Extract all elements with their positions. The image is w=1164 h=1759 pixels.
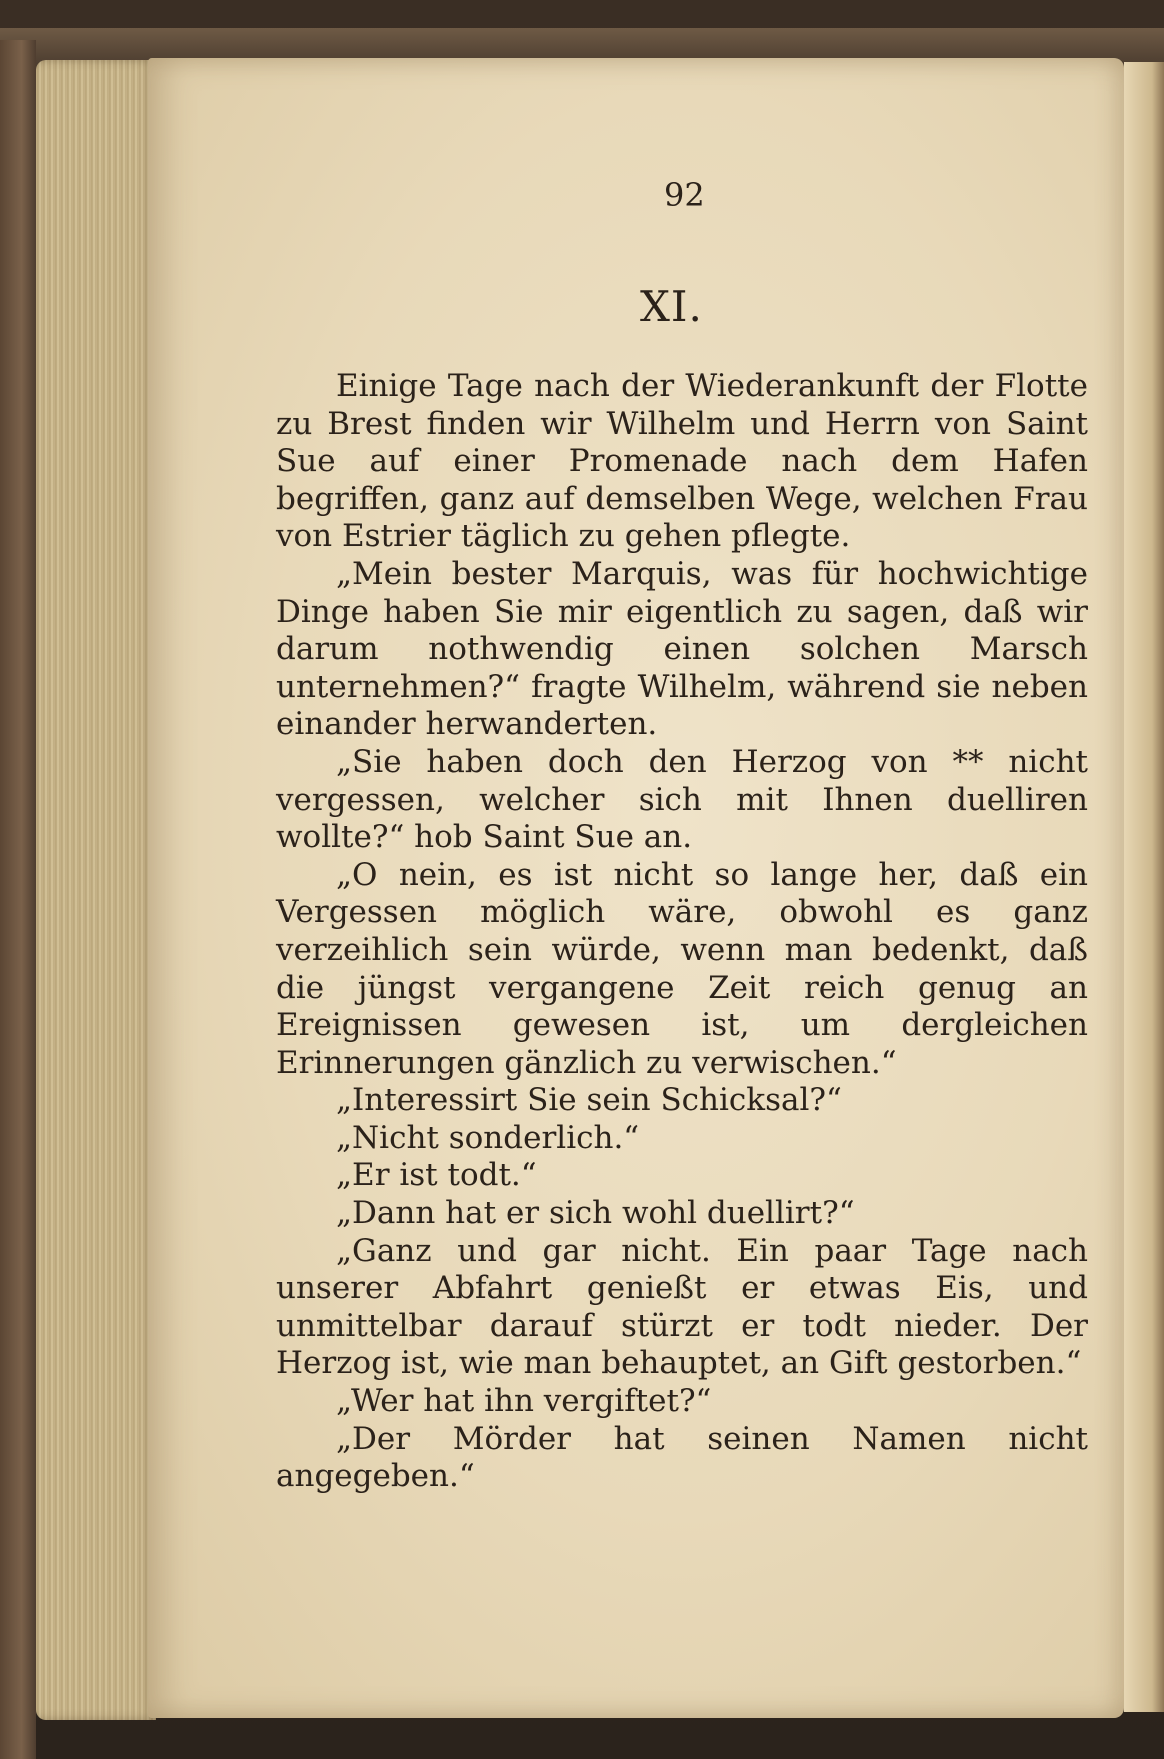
paragraph: „Der Mörder hat seinen Namen nicht angegeben.“ — [276, 1420, 1088, 1495]
paragraph: Einige Tage nach der Wiederankunft der Flotte zu Brest finden wir Wilhelm und Herrn von Saint Sue auf einer Promenade nach dem Hafen begriffen, ganz auf demselben Wege, welchen Frau von Estrier täglich zu gehen pflegte. — [276, 368, 1088, 555]
paragraph: „Dann hat er sich wohl duellirt?“ — [336, 1195, 855, 1232]
page-stack — [36, 60, 156, 1720]
paragraph: „Sie haben doch den Herzog von ** nicht vergessen, welcher sich mit Ihnen duelliren wollte?“ hob Saint Sue an. — [276, 743, 1088, 856]
body-text — [276, 368, 1088, 1496]
paragraph: „Wer hat ihn vergiftet?“ — [336, 1383, 712, 1420]
paragraph: „Er ist todt.“ — [336, 1157, 537, 1194]
opposite-page-edge — [1124, 62, 1164, 1712]
paragraph: „Interessirt Sie sein Schicksal?“ — [336, 1082, 842, 1119]
paragraph: „Mein bester Marquis, was für hochwichtige Dinge haben Sie mir eigentlich zu sagen, daß wir darum nothwendig einen solchen Marsch unternehmen?“ fragte Wilhelm, während sie neben einander herwanderten. — [276, 555, 1088, 743]
page-number: 92 — [664, 176, 705, 214]
paragraph: „Ganz und gar nicht. Ein paar Tage nach unserer Abfahrt genießt er etwas Eis, und unmittelbar darauf stürzt er todt nieder. Der Herzog ist, wie man behauptet, an Gift gestorben.“ — [276, 1232, 1088, 1382]
paragraph: „O nein, es ist nicht so lange her, daß ein Vergessen möglich wäre, obwohl es ganz verzeihlich sein würde, wenn man bedenkt, daß die jüngst vergangene Zeit reich genug an Ereignissen gewesen ist, um dergleichen Erinnerungen gänzlich zu verwischen.“ — [276, 856, 1088, 1081]
book-spine — [0, 40, 36, 1759]
chapter-heading: XI. — [640, 282, 703, 331]
paragraph: „Nicht sonderlich.“ — [336, 1119, 640, 1156]
